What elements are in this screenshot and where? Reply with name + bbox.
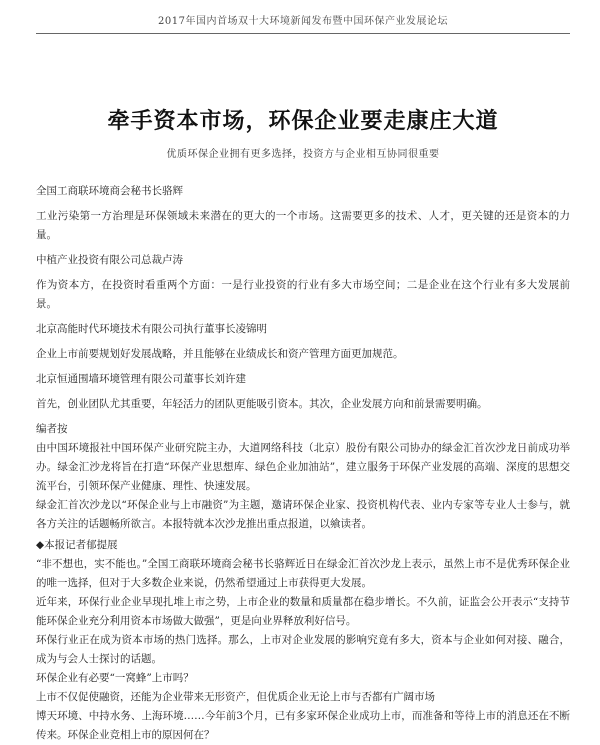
body-paragraph: 由中国环境报社中国环保产业研究院主办，大道网络科技（北京）股份有限公司协办的绿金汇首次沙龙日前成功举办。绿金汇沙龙将旨在打造“环保产业思想库、绿色企业加油站”，建立服务于环保产业发展的高端、深度的思想交流平台，引领环保产业健康、理性、快速发展。 [36,442,570,492]
speaker-name: 北京高能时代环境技术有限公司执行董事长凌锦明 [36,323,267,335]
quote-paragraph: 企业上市前要规划好发展战略，并且能够在业绩成长和资产管理方面更加规范。 [36,348,404,360]
running-header: 2017年国内首场双十大环境新闻发布暨中国环保产业发展论坛 [36,0,570,34]
speaker-name: 全国工商联环境商会秘书长骆辉 [36,185,183,197]
editor-note-heading: 编者按 [36,423,68,435]
quote-paragraph: 作为资本方，在投资时看重两个方面：一是行业投资的行业有多大市场空间；二是企业在这个行业有多大发展前景。 [36,279,570,310]
section-heading: 环保企业有必要“一窝蜂”上市吗？ [36,672,194,684]
quote-paragraph: 首先，创业团队尤其重要，年轻活力的团队更能吸引资本。其次，企业发展方向和前景需要明确。 [36,398,488,410]
article-title: 牵手资本市场，环保企业要走康庄大道 [107,109,499,134]
body-paragraph: 博天环境、中持水务、上海环境……今年前3个月，已有多家环保企业成功上市，而准备和等待上市的消息还在不断传来。环保企业竞相上市的原因何在？ [36,710,570,741]
speaker-name: 北京恒通围墙环境管理有限公司董事长刘许建 [36,373,246,385]
article-subtitle: 优质环保企业拥有更多选择，投资方与企业相互协同很重要 [166,149,440,160]
quote-paragraph: 工业污染第一方治理是环保领域未来潜在的更大的一个市场。这需要更多的技术、人才，更关键的还是资本的力量。 [36,210,570,241]
body-paragraph: 绿金汇首次沙龙以“环保企业与上市融资”为主题，邀请环保企业家、投资机构代表、业内专家等专业人士参与，就各方关注的话题畅所欲言。本报特就本次沙龙推出重点报道，以飨读者。 [36,499,570,530]
body-paragraph: 近年来，环保行业企业早现扎堆上市之势，上市企业的数量和质量都在稳步增长。不久前，证监会公开表示“支持节能环保企业充分利用资本市场做大做强”，更是向业界释放利好信号。 [36,596,570,627]
reporter-byline: ◆本报记者郁提展 [36,539,118,551]
speaker-name: 中植产业投资有限公司总裁卢涛 [36,254,183,266]
body-paragraph: “非不想也，实不能也。”全国工商联环境商会秘书长骆辉近日在绿金汇首次沙龙上表示，虽然上市不是优秀环保企业的唯一选择，但对于大多数企业来说，仍然希望通过上市获得更大发展。 [36,558,570,589]
body-paragraph: 环保行业正在成为资本市场的热门选择。那么，上市对企业发展的影响究竟有多大，资本与企业如何对接、融合，成为与会人士探讨的话题。 [36,634,570,665]
section-subheading: 上市不仅促使融资，还能为企业带来无形资产，但优质企业无论上市与否都有广阔市场 [36,691,435,703]
